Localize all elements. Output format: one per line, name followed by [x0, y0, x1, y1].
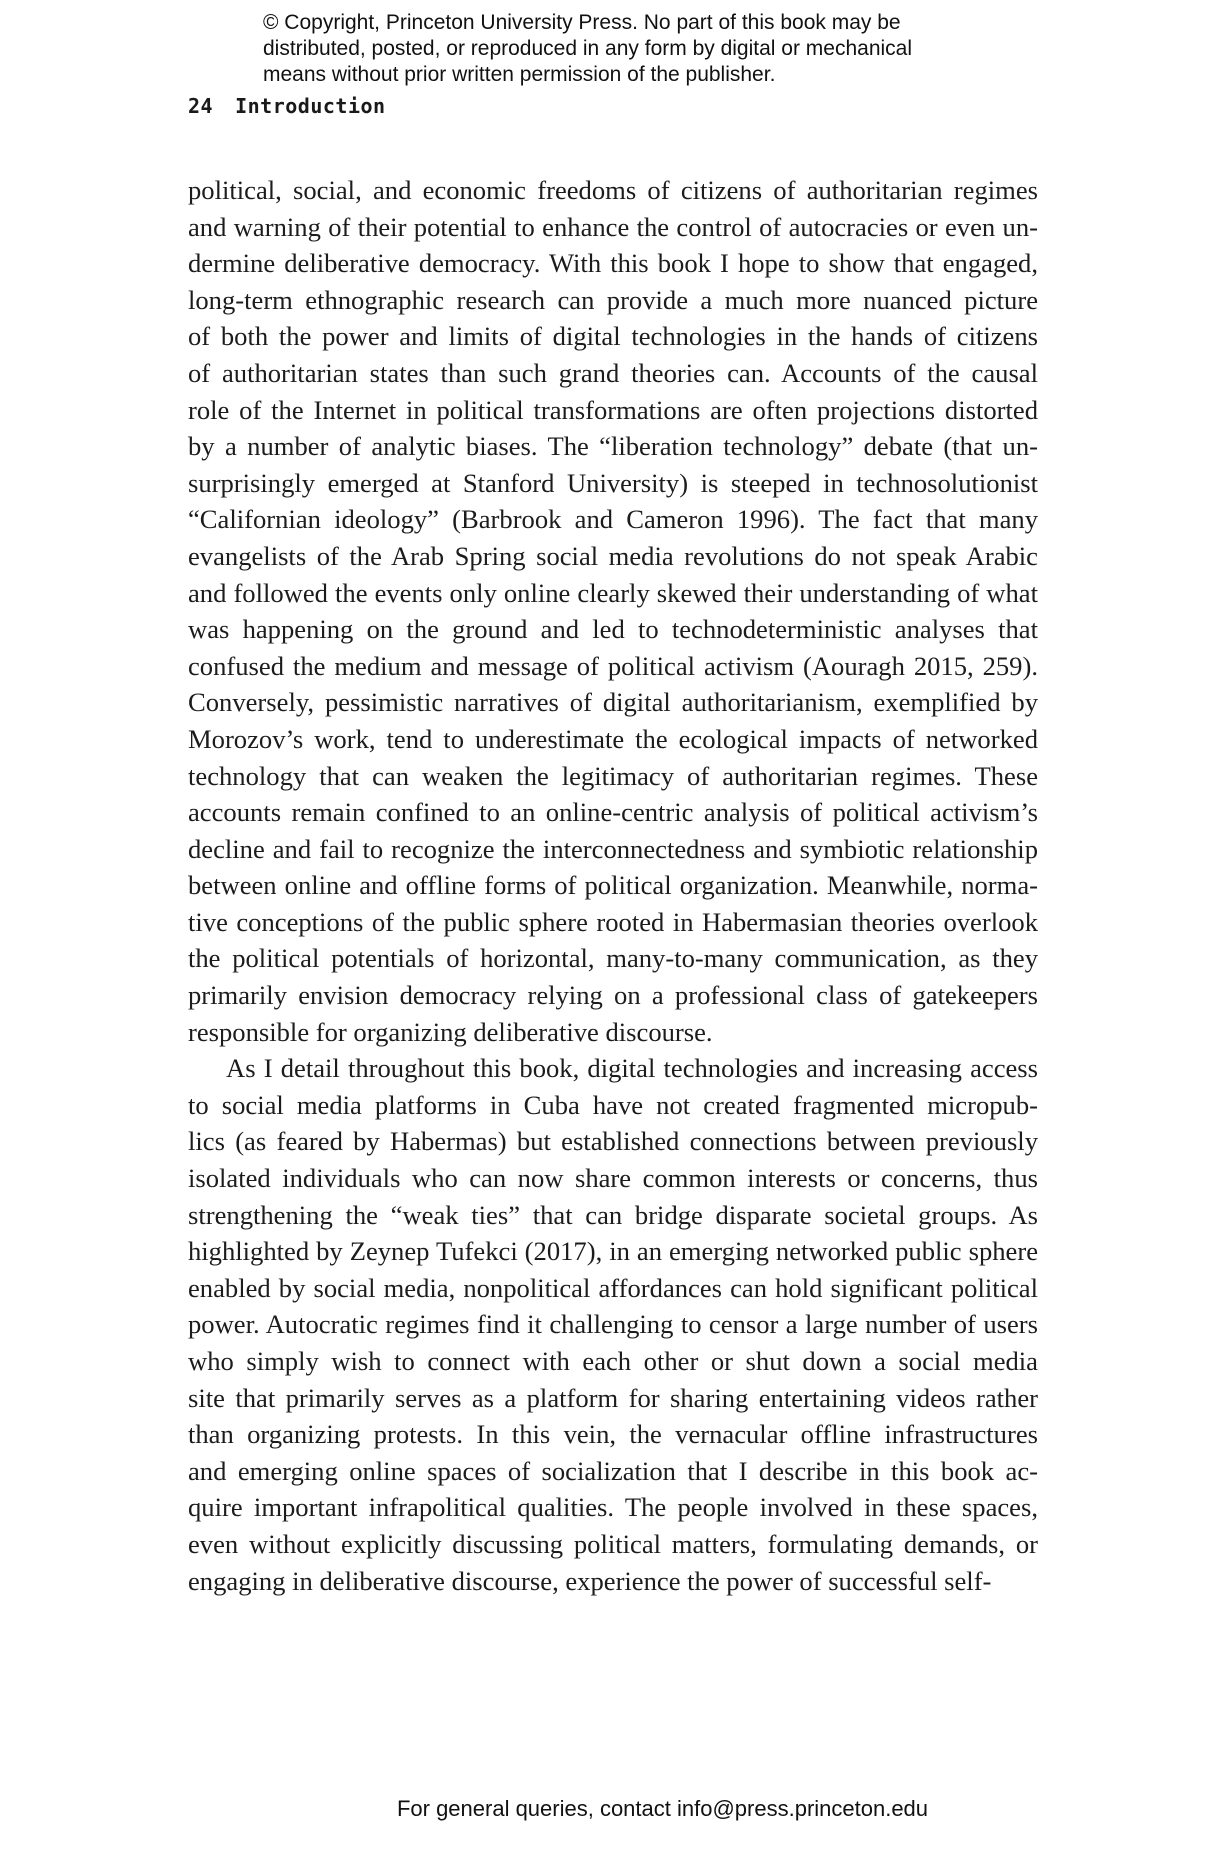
text-line: than organizing protests. In this vein, the vernacular offline infrastructures [188, 1419, 1038, 1450]
copyright-line: © Copyright, Princeton University Press. No part of this book may be [263, 11, 901, 34]
text-line: quire important infrapolitical qualities. The people involved in these spaces, [188, 1492, 1038, 1523]
text-line: site that primarily serves as a platform for sharing entertaining videos rather [188, 1382, 1038, 1413]
text-line: long-term ethnographic research can provide a much more nuanced picture [188, 284, 1038, 315]
text-line: and warning of their potential to enhance the control of autocracies or even un- [188, 211, 1038, 242]
text-line: surprisingly emerged at Stanford University) is steeped in technosolutionist [188, 467, 1038, 498]
text-line: Morozov’s work, tend to underestimate the ecological impacts of networked [188, 723, 1038, 754]
text-line: of authoritarian states than such grand theories can. Accounts of the causal [188, 357, 1038, 388]
text-line: of both the power and limits of digital technologies in the hands of citizens [188, 321, 1038, 352]
copyright-line: means without prior written permission of the publisher. [263, 63, 776, 86]
text-line: As I detail throughout this book, digital technologies and increasing access [226, 1053, 1038, 1084]
copyright-notice [263, 10, 1023, 88]
text-line: to social media platforms in Cuba have not created fragmented micropub- [188, 1089, 1038, 1120]
text-line: responsible for organizing deliberative discourse. [188, 1016, 713, 1047]
text-line: primarily envision democracy relying on a professional class of gatekeepers [188, 980, 1038, 1011]
text-line: even without explicitly discussing political matters, formulating demands, or [188, 1528, 1038, 1559]
paragraph-1 [188, 172, 1038, 1050]
text-line: role of the Internet in political transformations are often projections distorted [188, 394, 1038, 425]
text-line: power. Autocratic regimes find it challenging to censor a large number of users [188, 1309, 1038, 1340]
text-line: political, social, and economic freedoms of citizens of authoritarian regimes [188, 175, 1038, 205]
running-head [188, 94, 386, 118]
footer-contact [0, 1796, 1225, 1822]
text-line: the political potentials of horizontal, many-to-many communication, as they [188, 943, 1038, 974]
text-line: and followed the events only online clearly skewed their understanding of what [188, 577, 1038, 608]
paragraph-2 [188, 1050, 1038, 1599]
page-number: 24 [188, 94, 214, 118]
text-line: evangelists of the Arab Spring social media revolutions do not speak Arabic [188, 540, 1038, 571]
text-line: highlighted by Zeynep Tufekci (2017), in an emerging networked public sphere [188, 1236, 1038, 1267]
text-line: lics (as feared by Habermas) but established connections between previously [188, 1126, 1038, 1157]
text-line: technology that can weaken the legitimacy of authoritarian regimes. These [188, 760, 1038, 791]
text-line: strengthening the “weak ties” that can bridge disparate societal groups. As [188, 1199, 1038, 1230]
body-text [188, 172, 1038, 1599]
text-line: by a number of analytic biases. The “liberation technology” debate (that un- [188, 431, 1038, 462]
text-line: Conversely, pessimistic narratives of digital authoritarianism, exemplified by [188, 687, 1038, 718]
text-line: isolated individuals who can now share common interests or concerns, thus [188, 1163, 1038, 1194]
footer-text: For general queries, contact info@press.princeton.edu [396, 1796, 929, 1821]
text-line: engaging in deliberative discourse, experience the power of successful self- [188, 1565, 992, 1596]
text-line: “Californian ideology” (Barbrook and Cameron 1996). The fact that many [188, 504, 1038, 535]
text-line: between online and offline forms of political organization. Meanwhile, norma- [188, 870, 1038, 901]
text-line: confused the medium and message of political activism (Aouragh 2015, 259). [188, 650, 1038, 681]
text-line: and emerging online spaces of socialization that I describe in this book ac- [188, 1455, 1038, 1486]
text-line: enabled by social media, nonpolitical affordances can hold significant political [188, 1272, 1038, 1303]
copyright-line: distributed, posted, or reproduced in any form by digital or mechanical [263, 37, 913, 60]
text-line: accounts remain confined to an online-centric analysis of political activism’s [188, 797, 1038, 828]
text-line: who simply wish to connect with each other or shut down a social media [188, 1346, 1038, 1376]
chapter-title: Introduction [235, 94, 386, 118]
text-line: dermine deliberative democracy. With this book I hope to show that engaged, [188, 248, 1038, 279]
text-line: tive conceptions of the public sphere rooted in Habermasian theories overlook [188, 906, 1038, 937]
text-line: was happening on the ground and led to technodeterministic analyses that [188, 614, 1038, 645]
text-line: decline and fail to recognize the interconnectedness and symbiotic relationship [188, 833, 1038, 864]
